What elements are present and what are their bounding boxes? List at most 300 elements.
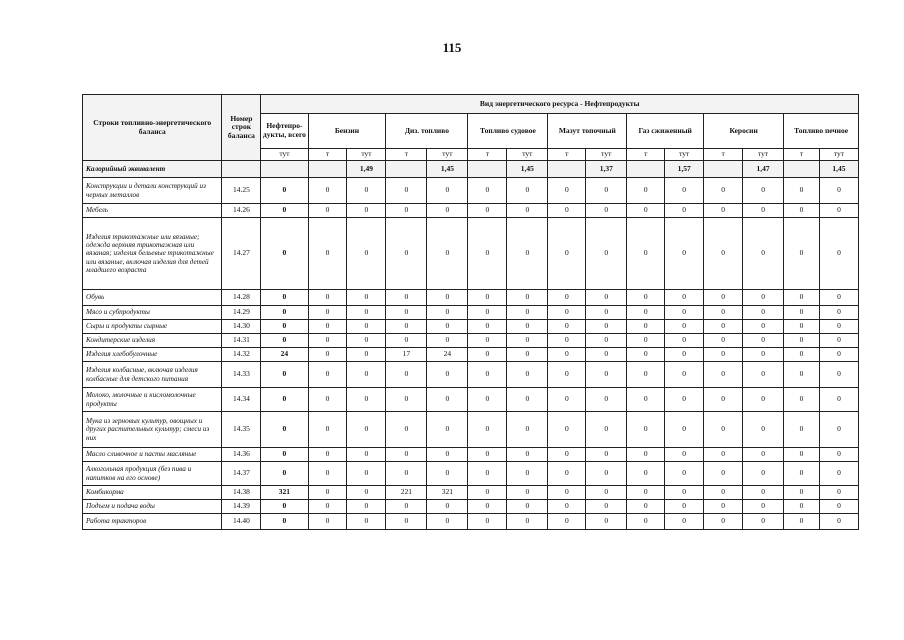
row-code: 14.33 [222,362,261,388]
value-cell: 0 [819,362,858,388]
value-cell: 0 [468,290,507,306]
value-cell: 0 [261,204,308,218]
row-code: 14.40 [222,514,261,530]
value-cell: 0 [548,462,586,486]
value-cell: 0 [586,362,627,388]
calorific-value: 1,45 [427,161,468,178]
value-cell: 0 [819,204,858,218]
value-cell: 0 [347,362,386,388]
value-cell: 0 [665,204,704,218]
value-cell: 0 [784,290,820,306]
value-cell: 0 [347,290,386,306]
value-cell: 0 [427,448,468,462]
value-cell: 0 [386,448,427,462]
value-cell: 0 [386,204,427,218]
unit-header: тут [507,149,548,161]
value-cell: 0 [507,334,548,348]
value-cell: 0 [548,348,586,362]
value-cell: 0 [586,334,627,348]
value-cell: 0 [586,448,627,462]
value-cell: 0 [586,290,627,306]
value-cell: 0 [704,306,743,320]
value-cell: 0 [468,462,507,486]
table-row [83,178,859,204]
row-code: 14.32 [222,348,261,362]
value-cell: 0 [627,362,665,388]
value-cell: 0 [507,448,548,462]
value-cell: 0 [548,320,586,334]
unit-header: тут [427,149,468,161]
row-code: 14.38 [222,486,261,500]
table-row [83,448,859,462]
value-cell: 0 [819,334,858,348]
row-code: 14.30 [222,320,261,334]
value-cell: 0 [261,362,308,388]
value-cell: 0 [627,320,665,334]
value-cell: 0 [819,218,858,290]
row-code: 14.36 [222,448,261,462]
value-cell: 0 [347,486,386,500]
value-cell: 0 [261,462,308,486]
value-cell: 0 [784,514,820,530]
value-cell: 0 [784,218,820,290]
value-cell: 0 [308,218,347,290]
value-cell: 0 [704,204,743,218]
value-cell: 0 [347,334,386,348]
code-label-header: Номер строк баланса [222,95,261,161]
value-cell: 0 [507,320,548,334]
value-cell: 0 [819,486,858,500]
value-cell: 0 [261,306,308,320]
value-cell: 0 [427,306,468,320]
value-cell: 0 [427,388,468,412]
value-cell: 0 [743,448,784,462]
value-cell: 0 [347,204,386,218]
value-cell: 0 [427,412,468,448]
row-code: 14.29 [222,306,261,320]
value-cell: 0 [743,486,784,500]
value-cell: 0 [627,514,665,530]
fuel-balance-table [82,94,859,530]
value-cell: 0 [586,462,627,486]
value-cell: 0 [819,306,858,320]
value-cell: 0 [704,290,743,306]
table-row [83,486,859,500]
value-cell: 321 [427,486,468,500]
row-name: Молоко, молочные и кисломолочные продукты [83,388,222,412]
value-cell: 0 [665,290,704,306]
value-cell: 0 [386,412,427,448]
value-cell: 0 [507,178,548,204]
column-header: Керосин [704,114,784,149]
value-cell: 0 [261,388,308,412]
calorific-value [704,161,743,178]
value-cell: 0 [427,290,468,306]
table-row [83,290,859,306]
unit-header: т [704,149,743,161]
value-cell: 0 [627,306,665,320]
row-name: Алкогольная продукция (без пива и напитков на его основе) [83,462,222,486]
table-row [83,514,859,530]
value-cell: 0 [548,486,586,500]
value-cell: 0 [784,320,820,334]
value-cell: 0 [548,178,586,204]
value-cell: 0 [386,362,427,388]
value-cell: 0 [427,218,468,290]
value-cell: 0 [784,448,820,462]
value-cell: 0 [261,500,308,514]
value-cell: 0 [704,218,743,290]
row-name: Подъем и подача воды [83,500,222,514]
value-cell: 0 [308,462,347,486]
row-name: Мебель [83,204,222,218]
value-cell: 0 [819,178,858,204]
calorific-value [784,161,820,178]
value-cell: 0 [665,514,704,530]
value-cell: 0 [819,500,858,514]
value-cell: 0 [704,388,743,412]
column-header: Нефтепро-дукты, всего [261,114,308,149]
value-cell: 221 [386,486,427,500]
value-cell: 0 [386,334,427,348]
value-cell: 0 [261,218,308,290]
row-code: 14.31 [222,334,261,348]
value-cell: 0 [784,306,820,320]
value-cell: 0 [507,388,548,412]
value-cell: 0 [743,388,784,412]
value-cell: 0 [261,412,308,448]
value-cell: 0 [627,448,665,462]
value-cell: 0 [665,334,704,348]
value-cell: 0 [548,290,586,306]
column-header: Мазут топочный [548,114,627,149]
value-cell: 0 [347,320,386,334]
value-cell: 0 [586,388,627,412]
value-cell: 0 [507,362,548,388]
value-cell: 0 [507,218,548,290]
row-code: 14.27 [222,218,261,290]
value-cell: 0 [347,388,386,412]
value-cell: 0 [261,290,308,306]
value-cell: 0 [261,448,308,462]
value-cell: 0 [627,486,665,500]
table-row [83,320,859,334]
row-code: 14.35 [222,412,261,448]
value-cell: 0 [548,204,586,218]
value-cell: 0 [627,204,665,218]
value-cell: 0 [548,362,586,388]
calorific-value [386,161,427,178]
value-cell: 17 [386,348,427,362]
value-cell: 0 [784,486,820,500]
row-name: Кондитерские изделия [83,334,222,348]
value-cell: 0 [784,388,820,412]
value-cell: 0 [386,514,427,530]
value-cell: 0 [261,178,308,204]
unit-header: тут [586,149,627,161]
value-cell: 0 [665,218,704,290]
value-cell: 0 [665,486,704,500]
value-cell: 24 [261,348,308,362]
value-cell: 0 [386,388,427,412]
value-cell: 0 [386,218,427,290]
value-cell: 0 [819,514,858,530]
value-cell: 0 [548,388,586,412]
unit-header: тут [819,149,858,161]
value-cell: 0 [548,412,586,448]
calorific-row [83,161,859,178]
row-name: Комбикорма [83,486,222,500]
value-cell: 0 [386,306,427,320]
value-cell: 0 [347,412,386,448]
value-cell: 0 [743,362,784,388]
value-cell: 0 [586,514,627,530]
table-row [83,306,859,320]
value-cell: 0 [507,486,548,500]
value-cell: 0 [507,462,548,486]
calorific-value [548,161,586,178]
value-cell: 0 [743,320,784,334]
value-cell: 0 [261,334,308,348]
value-cell: 0 [427,362,468,388]
value-cell: 0 [468,500,507,514]
value-cell: 0 [468,412,507,448]
row-code: 14.25 [222,178,261,204]
value-cell: 0 [627,500,665,514]
value-cell: 321 [261,486,308,500]
value-cell: 0 [704,462,743,486]
value-cell: 0 [627,178,665,204]
value-cell: 0 [586,178,627,204]
value-cell: 0 [308,514,347,530]
unit-header: т [627,149,665,161]
value-cell: 0 [468,362,507,388]
value-cell: 0 [468,486,507,500]
resource-group-header: Вид энергетического ресурса - Нефтепродукты [261,95,859,114]
value-cell: 0 [743,306,784,320]
value-cell: 0 [586,218,627,290]
value-cell: 0 [819,348,858,362]
value-cell: 0 [665,448,704,462]
value-cell: 0 [308,320,347,334]
value-cell: 0 [704,334,743,348]
table-body [83,161,859,530]
value-cell: 0 [665,362,704,388]
row-name: Работа тракторов [83,514,222,530]
value-cell: 0 [468,388,507,412]
value-cell: 0 [427,500,468,514]
value-cell: 0 [507,204,548,218]
page-number: 115 [442,40,462,55]
value-cell: 0 [468,448,507,462]
table-row [83,334,859,348]
value-cell: 0 [507,500,548,514]
row-name: Изделия трикотажные или вязаные; одежда верхняя трикотажная или вязаная; изделия бельевые трикотажные или вязаные, включая изделия для детей младшего возраста [83,218,222,290]
column-header: Бензин [308,114,386,149]
row-code: 14.34 [222,388,261,412]
value-cell: 0 [468,178,507,204]
calorific-code-cell [222,161,261,178]
unit-header: тут [261,149,308,161]
value-cell: 0 [784,348,820,362]
calorific-value: 1,45 [507,161,548,178]
value-cell: 0 [743,334,784,348]
value-cell: 0 [627,462,665,486]
calorific-value: 1,45 [819,161,858,178]
value-cell: 0 [586,486,627,500]
table-row [83,362,859,388]
value-cell: 0 [586,306,627,320]
value-cell: 0 [308,448,347,462]
value-cell: 0 [468,204,507,218]
value-cell: 0 [427,204,468,218]
value-cell: 0 [308,500,347,514]
unit-header: т [784,149,820,161]
calorific-value [308,161,347,178]
value-cell: 0 [627,388,665,412]
value-cell: 0 [308,204,347,218]
value-cell: 0 [819,448,858,462]
value-cell: 0 [347,448,386,462]
calorific-value: 1,57 [665,161,704,178]
value-cell: 0 [784,462,820,486]
value-cell: 0 [665,462,704,486]
value-cell: 0 [819,412,858,448]
value-cell: 0 [308,348,347,362]
value-cell: 0 [819,290,858,306]
value-cell: 0 [743,204,784,218]
value-cell: 0 [308,290,347,306]
row-code: 14.28 [222,290,261,306]
value-cell: 0 [665,388,704,412]
row-name: Изделия хлебобулочные [83,348,222,362]
value-cell: 0 [586,320,627,334]
value-cell: 0 [386,178,427,204]
value-cell: 0 [704,448,743,462]
value-cell: 0 [308,486,347,500]
value-cell: 0 [347,306,386,320]
value-cell: 0 [743,178,784,204]
table-row [83,500,859,514]
value-cell: 0 [468,218,507,290]
value-cell: 0 [586,412,627,448]
value-cell: 0 [507,412,548,448]
value-cell: 0 [743,218,784,290]
calorific-value [261,161,308,178]
value-cell: 0 [627,348,665,362]
value-cell: 0 [704,514,743,530]
value-cell: 0 [704,412,743,448]
column-header: Топливо судовое [468,114,548,149]
column-header: Диз. топливо [386,114,468,149]
value-cell: 0 [386,290,427,306]
value-cell: 0 [261,514,308,530]
value-cell: 0 [507,306,548,320]
value-cell: 0 [665,178,704,204]
value-cell: 0 [784,500,820,514]
value-cell: 0 [427,320,468,334]
calorific-value: 1,37 [586,161,627,178]
value-cell: 0 [704,178,743,204]
value-cell: 0 [548,514,586,530]
value-cell: 0 [704,348,743,362]
calorific-value: 1,47 [743,161,784,178]
value-cell: 0 [586,204,627,218]
value-cell: 0 [743,500,784,514]
value-cell: 0 [308,388,347,412]
value-cell: 0 [347,178,386,204]
value-cell: 0 [743,412,784,448]
value-cell: 0 [819,462,858,486]
calorific-value [627,161,665,178]
row-name: Мука из зерновых культур, овощных и других растительных культур; смеси из них [83,412,222,448]
value-cell: 0 [704,320,743,334]
value-cell: 0 [548,448,586,462]
value-cell: 0 [548,334,586,348]
table-row [83,412,859,448]
unit-header: т [308,149,347,161]
value-cell: 0 [308,362,347,388]
value-cell: 0 [468,348,507,362]
value-cell: 0 [704,486,743,500]
value-cell: 0 [427,462,468,486]
unit-header: т [468,149,507,161]
row-name: Обувь [83,290,222,306]
table-row [83,348,859,362]
value-cell: 0 [261,320,308,334]
value-cell: 0 [507,348,548,362]
unit-header: тут [665,149,704,161]
row-name: Сыры и продукты сырные [83,320,222,334]
unit-header: тут [347,149,386,161]
value-cell: 0 [427,334,468,348]
row-code: 14.39 [222,500,261,514]
value-cell: 0 [819,320,858,334]
value-cell: 0 [308,306,347,320]
value-cell: 0 [468,320,507,334]
value-cell: 0 [347,462,386,486]
value-cell: 0 [308,334,347,348]
value-cell: 0 [548,218,586,290]
value-cell: 0 [819,388,858,412]
row-code: 14.37 [222,462,261,486]
value-cell: 0 [427,178,468,204]
value-cell: 0 [665,500,704,514]
row-name: Мясо и субпродукты [83,306,222,320]
value-cell: 0 [627,412,665,448]
value-cell: 0 [665,320,704,334]
value-cell: 0 [743,462,784,486]
value-cell: 0 [665,412,704,448]
value-cell: 0 [627,334,665,348]
value-cell: 0 [347,348,386,362]
calorific-value: 1,49 [347,161,386,178]
unit-header: т [548,149,586,161]
value-cell: 0 [784,412,820,448]
value-cell: 0 [386,462,427,486]
table-row [83,204,859,218]
calorific-label: Калорийный эквивалент [83,161,222,178]
value-cell: 0 [347,218,386,290]
value-cell: 0 [468,514,507,530]
value-cell: 0 [627,218,665,290]
row-label-header: Строки топливно-энергетического баланса [83,95,222,161]
value-cell: 0 [386,320,427,334]
value-cell: 0 [586,348,627,362]
value-cell: 0 [347,500,386,514]
value-cell: 0 [507,514,548,530]
table-row [83,462,859,486]
